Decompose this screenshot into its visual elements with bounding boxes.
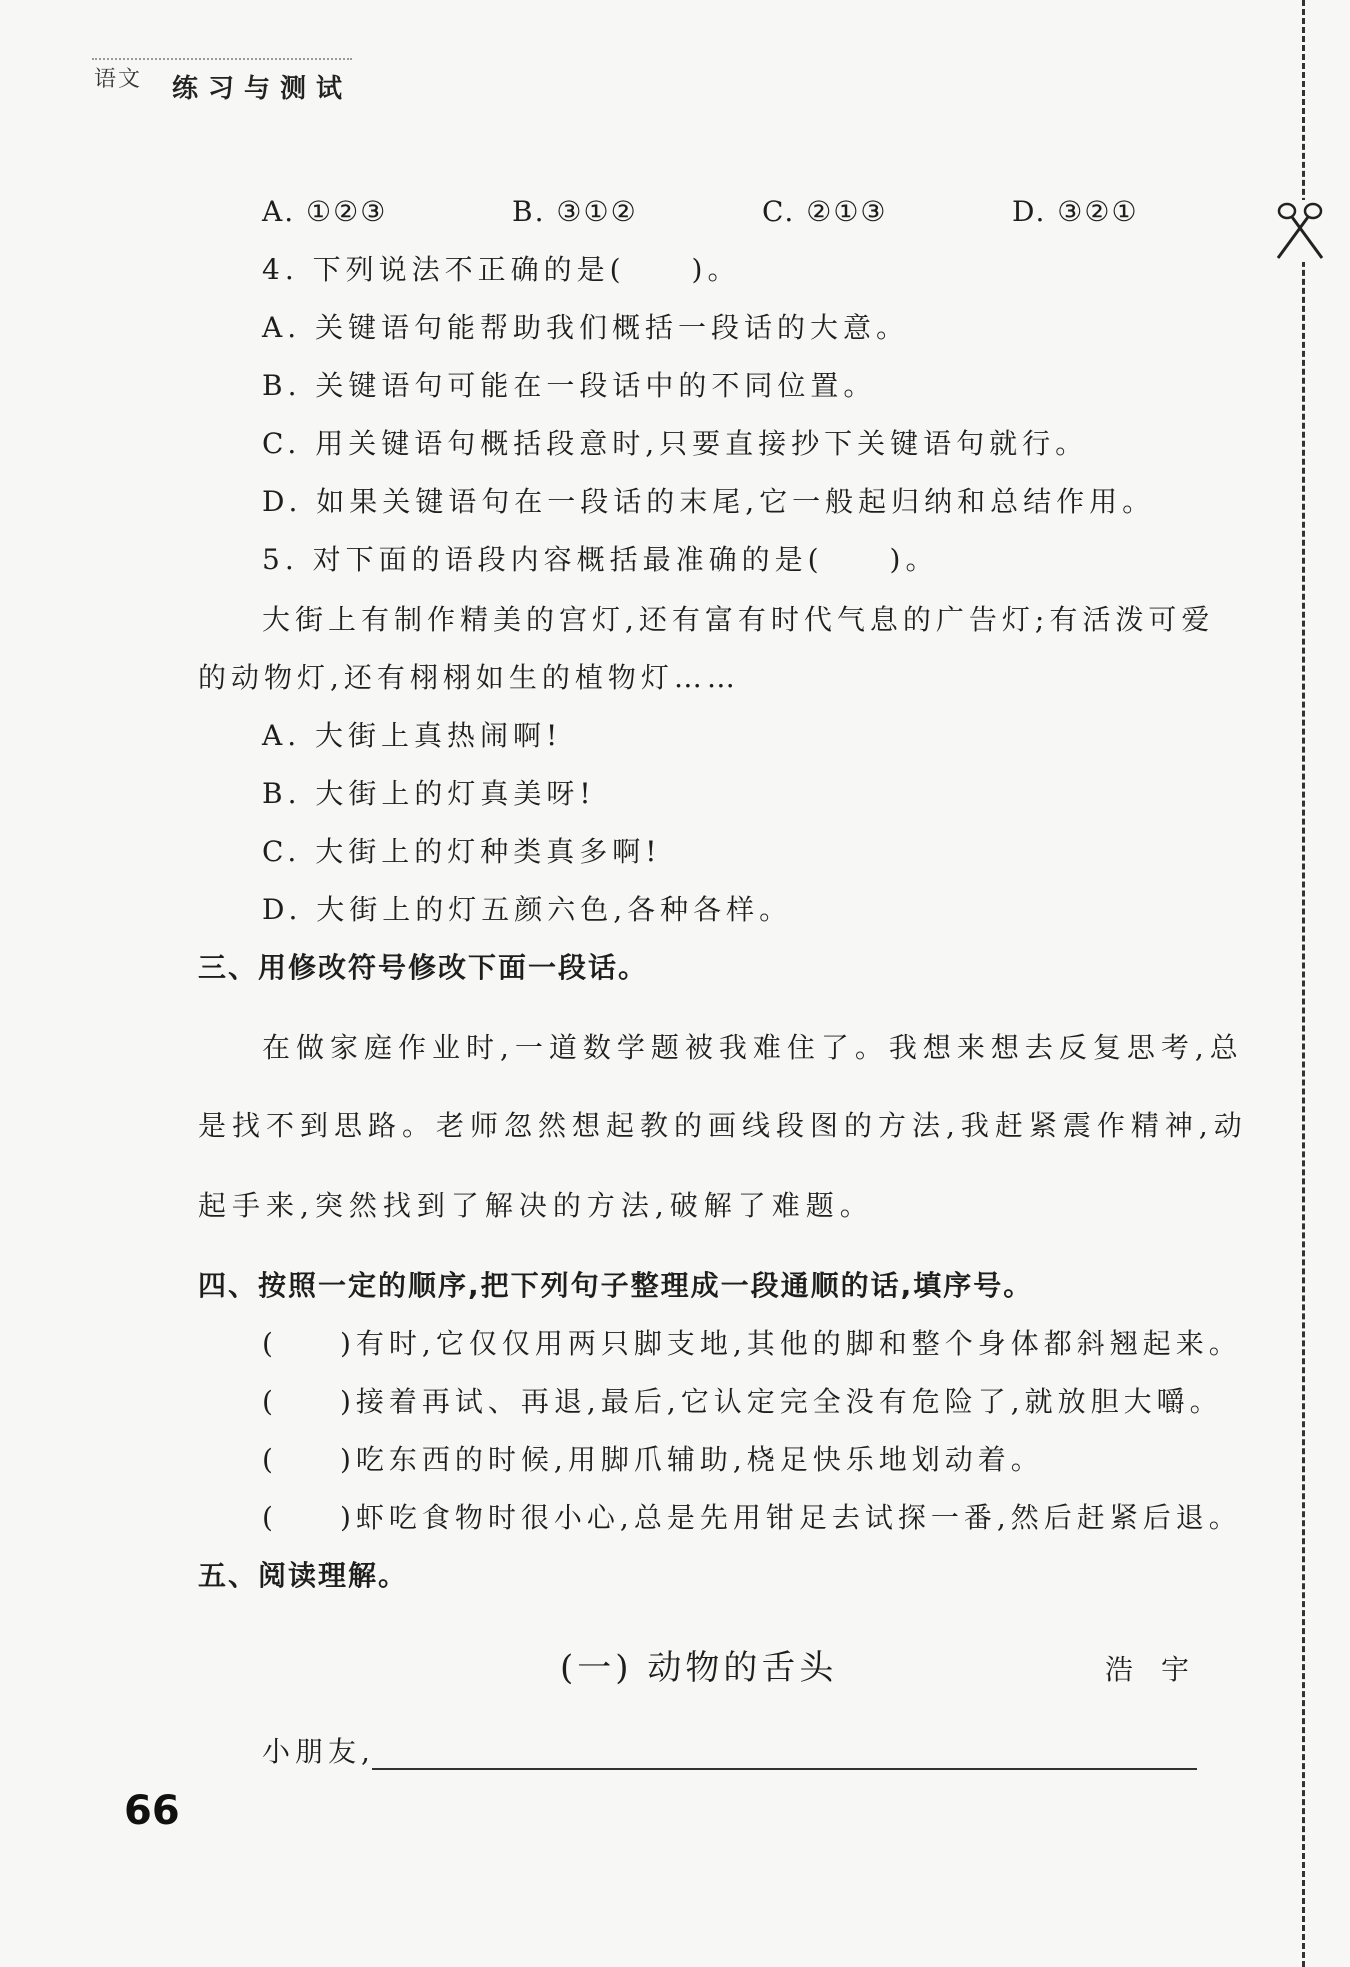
section3-heading: 三、用修改符号修改下面一段话。 [198,951,649,984]
q5-option-d: D. 大街上的灯五颜六色,各种各样。 [262,893,793,926]
cut-line [1302,0,1305,1967]
section3-line1: 在做家庭作业时,一道数学题被我难住了。我想来想去反复思考,总 [262,1031,1244,1064]
q3-option-c: C. ②①③ [762,195,888,228]
blank-paren: ( [262,1327,273,1360]
q3-option-b: B. ③①② [512,195,638,228]
q4-option-b: B. 关键语句可能在一段话中的不同位置。 [262,369,877,402]
sequence-item-2: )接着再试、再退,最后,它认定完全没有危险了,就放胆大嚼。 [340,1385,1223,1418]
header-subject: 语文 [94,67,143,92]
q5-option-a: A. 大街上真热闹啊! [262,719,563,752]
q5-option-c: C. 大街上的灯种类真多啊! [262,835,662,868]
header-title: 练习与测试 [172,74,353,104]
q4-stem: 4. 下列说法不正确的是( )。 [262,253,741,286]
q3-option-a: A. ①②③ [262,195,388,228]
sequence-item-3: )吃东西的时候,用脚爪辅助,桡足快乐地划动着。 [340,1443,1044,1476]
blank-label: 小朋友, [262,1735,375,1768]
section4-heading: 四、按照一定的顺序,把下列句子整理成一段通顺的话,填序号。 [198,1269,1034,1302]
page-number: 66 [124,1788,180,1834]
blank-paren: ( [262,1443,273,1476]
answer-blank-line[interactable] [372,1768,1197,1770]
q4-option-a: A. 关键语句能帮助我们概括一段话的大意。 [262,311,910,344]
q5-stem: 5. 对下面的语段内容概括最准确的是( )。 [262,543,939,576]
section3-line3: 起手来,突然找到了解决的方法,破解了难题。 [198,1189,874,1222]
reading-title: (一) 动物的舌头 [560,1648,838,1688]
q5-passage-line2: 的动物灯,还有栩栩如生的植物灯…… [198,661,740,694]
section3-line2: 是找不到思路。老师忽然想起教的画线段图的方法,我赶紧震作精神,动 [198,1109,1248,1142]
q4-option-c: C. 用关键语句概括段意时,只要直接抄下关键语句就行。 [262,427,1089,460]
section5-heading: 五、阅读理解。 [198,1559,409,1592]
sequence-item-1: )有时,它仅仅用两只脚支地,其他的脚和整个身体都斜翘起来。 [340,1327,1242,1360]
q4-option-d: D. 如果关键语句在一段话的末尾,它一般起归纳和总结作用。 [262,485,1156,518]
blank-paren: ( [262,1501,273,1534]
q5-option-b: B. 大街上的灯真美呀! [262,777,596,810]
reading-author: 浩宇 [1105,1653,1218,1686]
q3-option-d: D. ③②① [1012,195,1139,228]
scissors-icon [1270,200,1330,262]
q5-passage-line1: 大街上有制作精美的宫灯,还有富有时代气息的广告灯;有活泼可爱 [262,603,1215,636]
sequence-item-4: )虾吃食物时很小心,总是先用钳足去试探一番,然后赶紧后退。 [340,1501,1242,1534]
blank-paren: ( [262,1385,273,1418]
